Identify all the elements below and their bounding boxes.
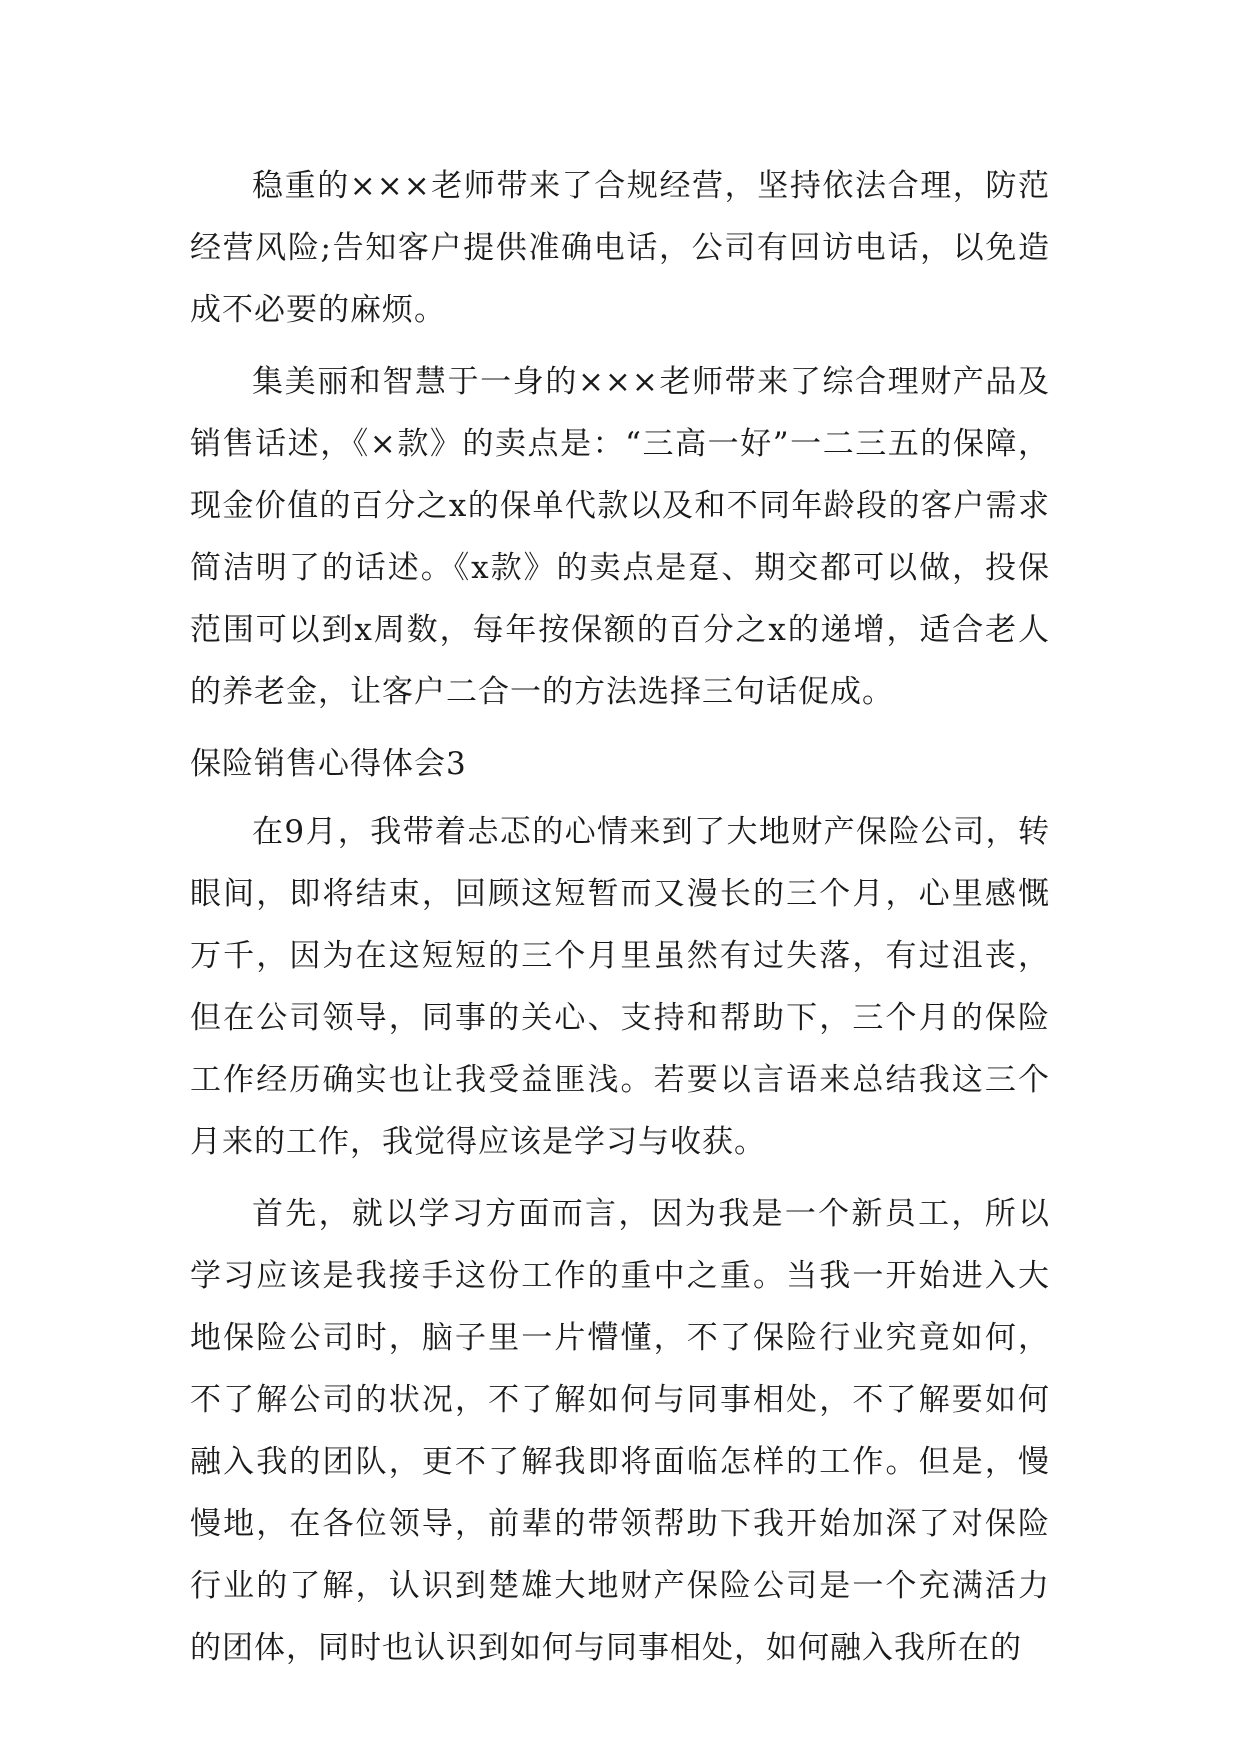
section-heading: 保险销售心得体会3 bbox=[190, 746, 467, 782]
paragraph-learning: 首先，就以学习方面而言，因为我是一个新员工，所以学习应该是我接手这份工作的重中之重。当我一开始进入大地保险公司时，脑子里一片懵懂，不了保险行业究竟如何，不了解公司的状况，不了解如何与同事相处，不了解要如何融入我的团队，更不了解我即将面临怎样的工作。但是，慢慢地，在各位领导，前辈的带领帮助下我开始加深了对保险行业的了解，认识到楚雄大地财产保险公司是一个充满活力的团体，同时也认识到如何与同事相处，如何融入我所在的 bbox=[190, 1196, 1050, 1666]
paragraph-compliance: 稳重的×××老师带来了合规经营，坚持依法合理，防范经营风险;告知客户提供准确电话，公司有回访电话，以免造成不必要的麻烦。 bbox=[190, 168, 1050, 328]
document-body bbox=[190, 155, 1050, 1689]
paragraph-product-pitch: 集美丽和智慧于一身的×××老师带来了综合理财产品及销售话述，《×款》的卖点是：“三高一好”一二三五的保障，现金价值的百分之x的保单代款以及和不同年龄段的客户需求简洁明了的话述。《x款》的卖点是趸、期交都可以做，投保范围可以到x周数，每年按保额的百分之x的递增，适合老人的养老金，让客户二合一的方法选择三句话促成。 bbox=[190, 364, 1050, 710]
paragraph-introduction: 在9月，我带着忐忑的心情来到了大地财产保险公司，转眼间，即将结束，回顾这短暂而又漫长的三个月，心里感慨万千，因为在这短短的三个月里虽然有过失落，有过沮丧，但在公司领导，同事的关心、支持和帮助下，三个月的保险工作经历确实也让我受益匪浅。若要以言语来总结我这三个月来的工作，我觉得应该是学习与收获。 bbox=[190, 814, 1050, 1160]
